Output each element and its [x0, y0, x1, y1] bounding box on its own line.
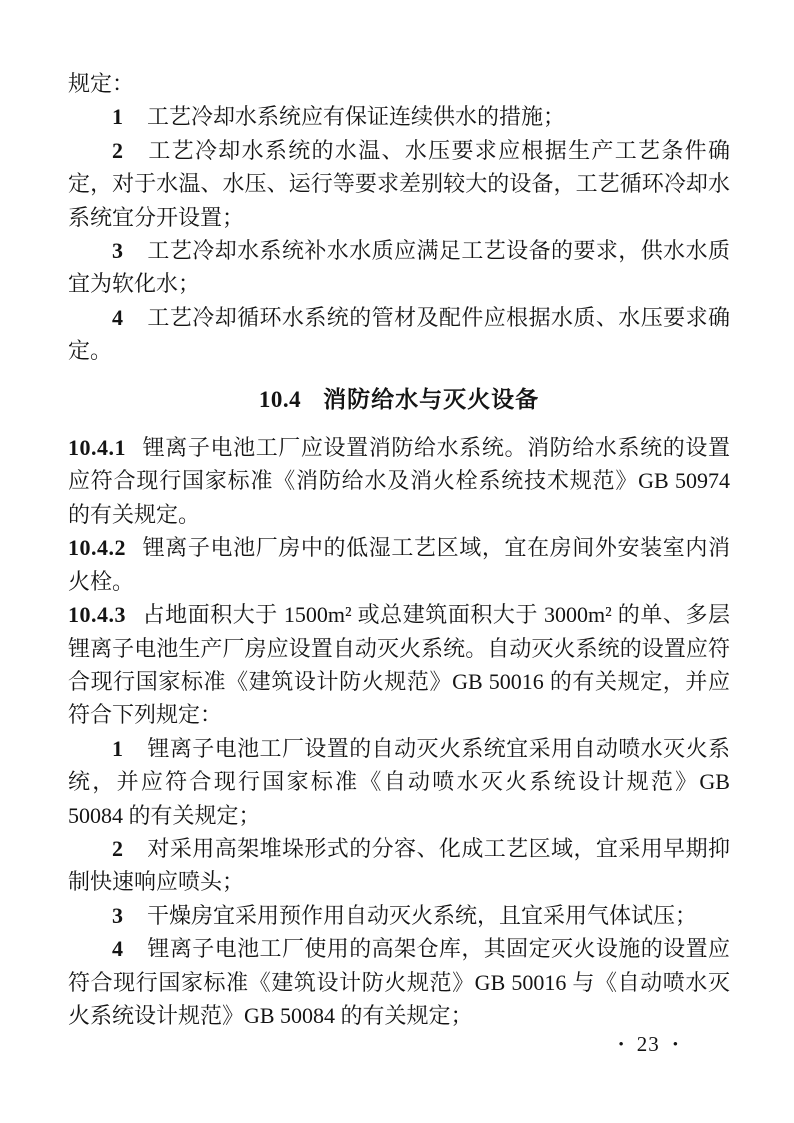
item-number: 2	[112, 835, 123, 861]
clause-number: 10.4.2	[68, 535, 126, 561]
list-item	[68, 932, 730, 1032]
item-number: 1	[112, 735, 123, 761]
item-number: 3	[112, 902, 123, 928]
clause-paragraph	[68, 431, 730, 531]
item-number: 4	[112, 304, 123, 330]
paragraph-continuation	[68, 67, 730, 100]
paragraph-text: 锂离子电池工厂应设置消防给水系统。消防给水系统的设置应符合现行国家标准《消防给水及消火栓系统技术规范》GB 50974 的有关规定。	[68, 435, 730, 527]
paragraph-text: 占地面积大于 1500m² 或总建筑面积大于 3000m² 的单、多层锂离子电池生产厂房应设置自动灭火系统。自动灭火系统的设置应符合现行国家标准《建筑设计防火规范》GB 50016 的有关规定，并应符合下列规定：	[68, 602, 730, 728]
paragraph-text: 锂离子电池工厂设置的自动灭火系统宜采用自动喷水灭火系统，并应符合现行国家标准《自动喷水灭火系统设计规范》GB 50084 的有关规定；	[68, 735, 730, 828]
list-item	[68, 832, 730, 899]
section-heading	[68, 383, 730, 416]
item-number: 2	[112, 137, 123, 163]
list-item	[68, 100, 730, 133]
page-footer	[618, 1031, 678, 1058]
paragraph-text: 工艺冷却水系统应有保证连续供水的措施；	[147, 104, 566, 130]
item-number: 3	[112, 238, 123, 264]
paragraph-text: 工艺冷却循环水系统的管材及配件应根据水质、水压要求确定。	[68, 304, 730, 364]
clause-paragraph	[68, 598, 730, 732]
section-number: 10.4	[258, 386, 302, 412]
paragraph-text: 干燥房宜采用预作用自动灭火系统，且宜采用气体试压；	[147, 902, 698, 928]
paragraph-text: 工艺冷却水系统的水温、水压要求应根据生产工艺条件确定，对于水温、水压、运行等要求差别较大的设备，工艺循环冷却水系统宜分开设置；	[68, 137, 730, 230]
section-title: 消防给水与灭火设备	[323, 385, 540, 412]
list-item	[68, 234, 730, 301]
footer-left-dot: •	[618, 1037, 624, 1053]
clause-number: 10.4.3	[68, 602, 126, 628]
item-number: 1	[112, 104, 123, 130]
paragraph-text: 锂离子电池厂房中的低湿工艺区域，宜在房间外安装室内消火栓。	[68, 535, 730, 594]
list-item	[68, 732, 730, 832]
paragraph-text: 工艺冷却水系统补水水质应满足工艺设备的要求，供水水质宜为软化水；	[68, 238, 730, 297]
paragraph-text: 对采用高架堆垛形式的分容、化成工艺区域，宜采用早期抑制快速响应喷头；	[68, 835, 730, 895]
paragraph-text: 规定：	[68, 71, 135, 96]
text-block	[68, 67, 730, 1032]
clause-number: 10.4.1	[68, 435, 126, 461]
clause-paragraph	[68, 531, 730, 598]
list-item	[68, 134, 730, 234]
page-number: 23	[636, 1032, 660, 1056]
item-number: 4	[112, 936, 123, 962]
list-item	[68, 301, 730, 368]
paragraph-text: 锂离子电池工厂使用的高架仓库，其固定灭火设施的设置应符合现行国家标准《建筑设计防火规范》GB 50016 与《自动喷水灭火系统设计规范》GB 50084 的有关规定；	[68, 936, 730, 1028]
footer-right-dot: •	[672, 1037, 678, 1053]
list-item	[68, 899, 730, 932]
